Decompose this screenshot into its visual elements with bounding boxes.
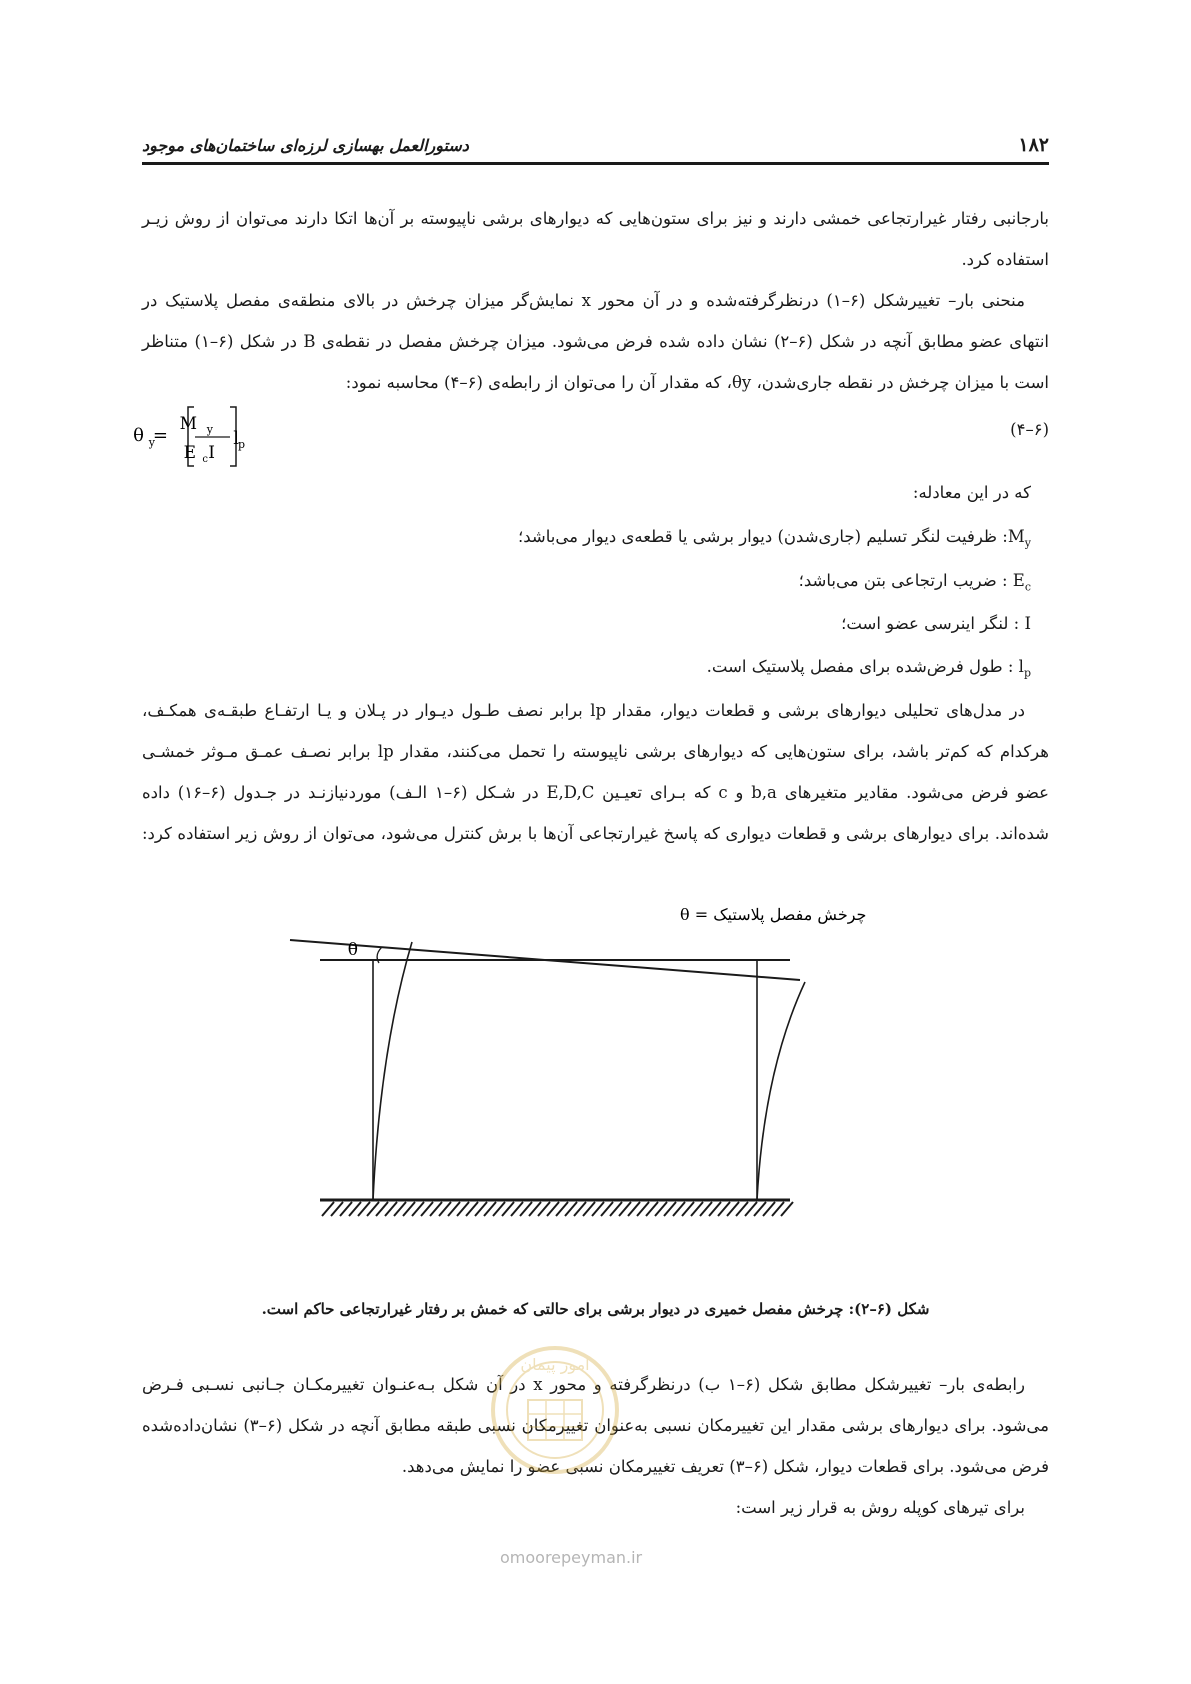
equation-6-4 — [133, 402, 1049, 472]
text-line: در مدل‌های تحلیلی دیوارهای برشی و قطعات دیوار، مقدار lp برابر نصف طـول دیـوار در پـلان و یـا ارتفـاع طبقـه‌ی همکـف، — [142, 701, 1025, 720]
eq-denominator-sub: c — [202, 454, 208, 465]
definition-item — [799, 562, 1031, 600]
eq-numerator-sub: y — [206, 423, 213, 436]
definition-text: : لنگر اینرسی عضو است؛ — [841, 614, 1025, 633]
text-line: عضو فرض می‌شود. مقادیر متغیرهای b,a و c که بـرای تعیـین E,D,C در شـکل (۶–۱ الـف) موردنیازنـد در جـدول (۶–۱۶) داده — [142, 783, 1049, 802]
text-line: استفاده کرد. — [961, 250, 1049, 269]
eq-lhs-sub: y — [148, 436, 155, 449]
figure-top-label: چرخش مفصل پلاستیک = θ — [680, 905, 867, 924]
equation-formula — [133, 402, 342, 472]
definition-symbol: $M_y$ — [1007, 527, 1031, 550]
eq-equals: = — [152, 425, 168, 446]
figure-6-2 — [280, 900, 867, 1224]
text-line: است با میزان چرخش در نقطه جاری‌شدن، θy، که مقدار آن را می‌توان از رابطه‌ی (۶–۴) محاسبه نمود: — [345, 373, 1049, 392]
definition-item — [841, 605, 1031, 643]
equation-number: (۶–۴) — [1010, 420, 1049, 439]
text-line: انتهای عضو مطابق آنچه در شکل (۶–۲) نشان داده شده فرض می‌شود. میزان چرخش مفصل در نقطه‌ی B در شکل (۶–۱) متناظر — [142, 332, 1049, 351]
eq-numerator: M — [179, 414, 197, 434]
watermark-logo-text: امور پیمان — [520, 1355, 590, 1374]
paragraph-1 — [142, 280, 1049, 403]
text-line: بارجانبی رفتار غیرارتجاعی خمشی دارند و نیز برای ستون‌هایی که دیوارهای برشی ناپیوسته بر آن‌ها اتکا دارند می‌توان از روش زیـر — [142, 209, 1049, 228]
figure-caption: شکل (۶–۲): چرخش مفصل خمیری در دیوار برشی برای حالتی که خمش بر رفتار غیرارتجاعی حاکم است. — [261, 1300, 930, 1318]
definition-symbol: I — [1024, 614, 1031, 633]
definition-text: : ظرفیت لنگر تسلیم (جاری‌شدن) دیوار برشی یا قطعه‌ی دیوار می‌باشد؛ — [518, 527, 1008, 546]
definition-text: : ضریب ارتجاعی بتن می‌باشد؛ — [798, 571, 1013, 590]
page-number: ۱۸۲ — [1018, 134, 1049, 156]
ground-hatch — [322, 1202, 793, 1216]
page-header — [142, 132, 1049, 162]
paragraph-2 — [142, 690, 1049, 854]
eq-factor-sub: p — [237, 438, 245, 451]
text-line: می‌شود. برای دیوارهای برشی مقدار این تغییرمکان نسبی به‌عنوان تغییرمکان نسبی طبقه مطابق آنچه در شکل (۶–۳) نشان‌داده‌شده — [142, 1416, 1049, 1435]
definition-item — [707, 648, 1031, 686]
eq-denominator-e: E — [183, 443, 196, 463]
figure-drawing — [280, 900, 867, 1220]
text-line: منحنی بار– تغییرشکل (۶–۱) درنظرگرفته‌شده و در آن محور x نمایش‌گر میزان چرخش در بالای منطقه‌ی مفصل پلاستیک در — [142, 291, 1025, 310]
definition-symbol: $E_c$ — [1012, 571, 1031, 594]
eq-lhs: θ — [133, 425, 144, 446]
left-deflected-curve — [373, 942, 412, 1200]
definition-text: : طول فرض‌شده برای مفصل پلاستیک است. — [706, 657, 1019, 676]
text-line: شده‌اند. برای دیوارهای برشی و قطعات دیواری که پاسخ غیرارتجاعی آن‌ها با برش کنترل می‌شود، می‌توان از روش زیر استفاده کرد: — [142, 824, 1049, 843]
definition-item — [518, 518, 1031, 556]
text-line: هرکدام که کم‌تر باشد، برای ستون‌هایی که دیوارهای برشی ناپیوسته را تحمل می‌کنند، مقدار lp برابر نصـف عمـق مـوثر خمشـی — [142, 742, 1049, 761]
text-line: فرض می‌شود. برای قطعات دیوار، شکل (۶–۳) تعریف تغییرمکان نسبی عضو را نمایش می‌دهد. — [401, 1457, 1049, 1476]
text-line: برای تیرهای کوپله روش به قرار زیر است: — [735, 1498, 1025, 1517]
header-rule — [142, 162, 1049, 165]
watermark-url: omoorepeyman.ir — [500, 1548, 643, 1567]
theta-label: θ — [347, 940, 358, 960]
running-title: دستورالعمل بهسازی لرزه‌ای ساختمان‌های موجود — [142, 136, 469, 155]
text-line: رابطه‌ی بار– تغییرشکل مطابق شکل (۶–۱ ب) درنظرگرفته و محور x در آن شکل بـه‌عنـوان تغییرمکـان جـانبی نسـبی فـرض — [142, 1375, 1025, 1394]
eq-denominator-i: I — [208, 443, 215, 463]
eq-factor: l — [233, 428, 239, 449]
right-deflected-curve — [757, 982, 805, 1200]
definition-symbol: $l_p$ — [1018, 657, 1031, 680]
where-label: که در این معادله: — [912, 483, 1031, 502]
watermark-logo — [480, 1330, 630, 1504]
intro-paragraph — [142, 198, 1049, 280]
